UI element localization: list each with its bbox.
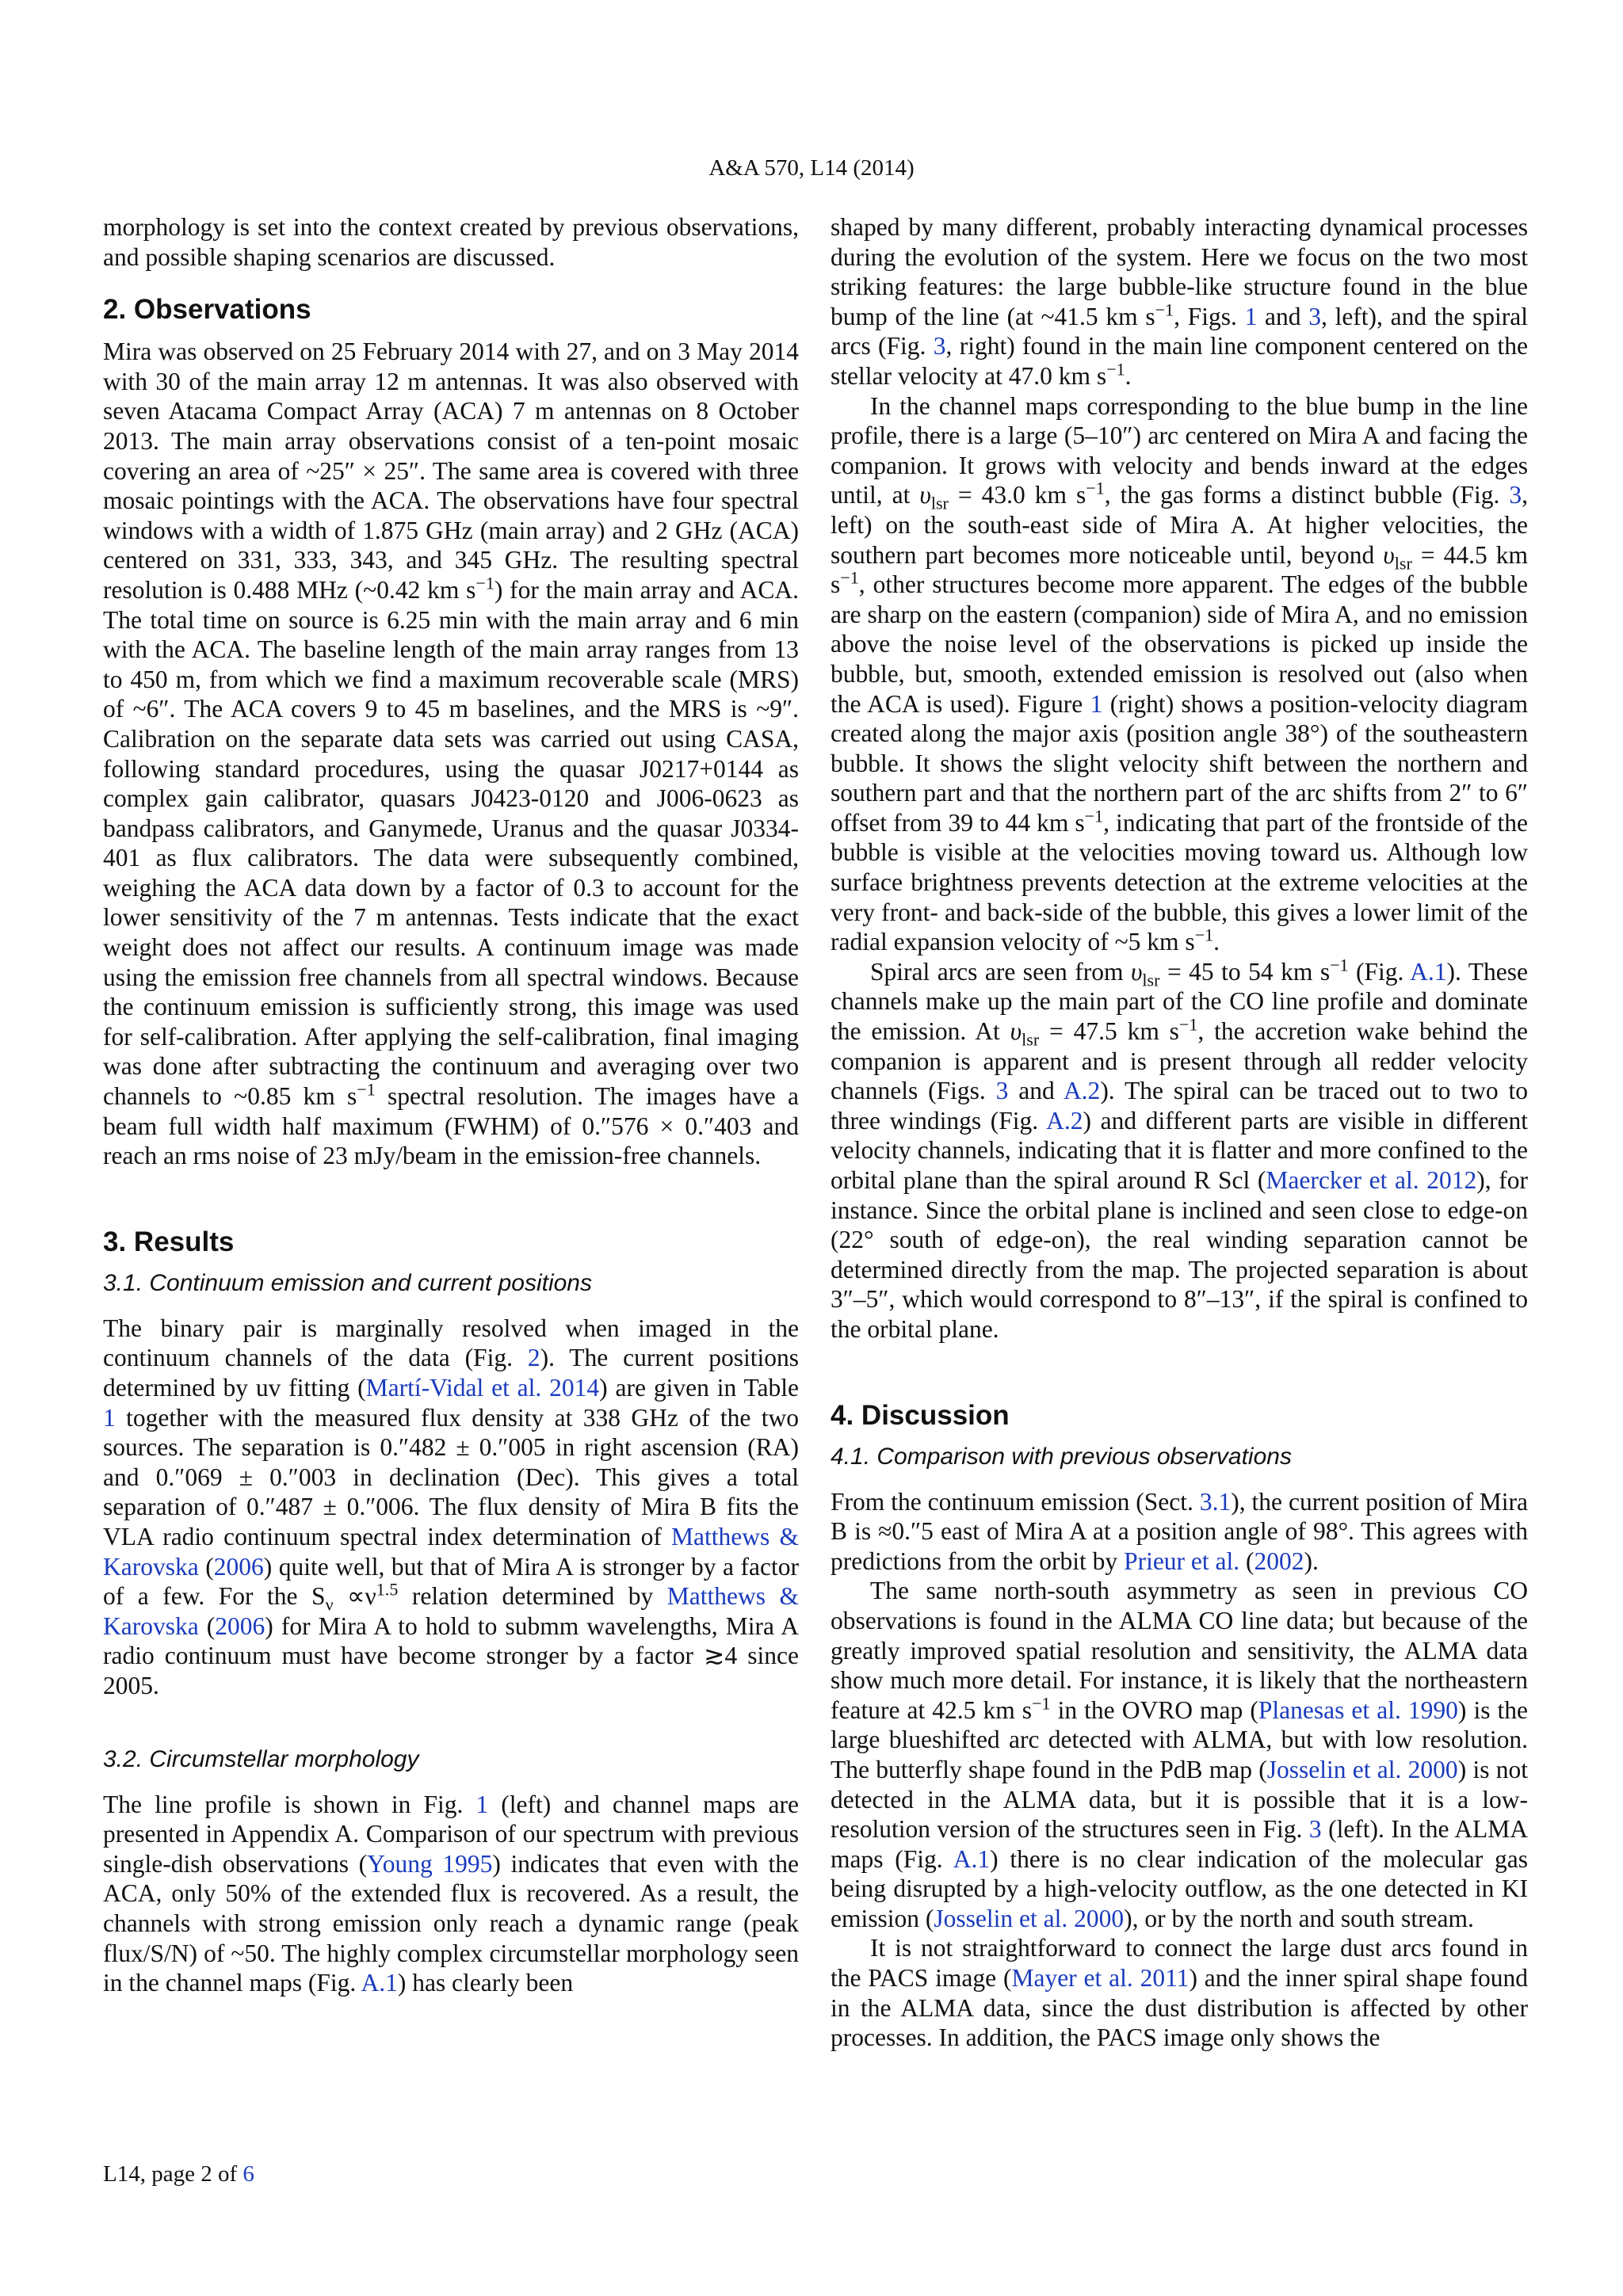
intro-tail-paragraph: morphology is set into the context created by previous observations, and possible shaping scenarios are discussed. xyxy=(103,213,799,271)
running-head: A&A 570, L14 (2014) xyxy=(708,155,915,181)
ref-maercker-link[interactable]: Maercker et al. 2012 xyxy=(1266,1166,1477,1194)
ref-matthews-karovska-year-link-2[interactable]: 2006 xyxy=(215,1611,265,1640)
ref-fig-2-link[interactable]: 2 xyxy=(527,1344,540,1372)
ref-matthews-karovska-year-link[interactable]: 2006 xyxy=(213,1552,264,1581)
subsection-4-1-heading: 4.1. Comparison with previous observations xyxy=(831,1443,1292,1470)
ref-fig-3-link-r4[interactable]: 3 xyxy=(995,1077,1009,1105)
section-4-heading: 4. Discussion xyxy=(831,1399,1010,1431)
observations-paragraph: Mira was observed on 25 February 2014 with 27, and on 3 May 2014 with 30 of the main array 12 m antennas. It was also observed with seven Atacama Compact Array (ACA) 7 m antennas on 8 October 2013. The main array observations consist of a ten-point mosaic covering an area of ~25″ × 25″. The same area is covered with three mosaic pointings with the ACA. The observations have four spectral windows with a width of 1.875 GHz (main array) and 2 GHz (ACA) centered on 331, 333, 343, and 345 GHz. The resulting spectral resolution is 0.488 MHz (~0.42 km $s^{-1}$) for the main array and ACA. The total time on source is 6.25 min with the main array and 6 min with the ACA. The baseline length of the main array ranges from 13 to 450 m, from which we find a maximum recoverable scale (MRS) of ~6″. The ACA covers 9 to 45 m baselines, and the MRS is ~9″. Calibration on the separate data sets was carried out using CASA, following standard procedures, using the quasar J0217+0144 as complex gain calibrator, quasars J0423-0120 and J006-0623 as bandpass calibrators, and Ganymede, Uranus and the quasar J0334-401 as flux calibrators. The data were subsequently combined, weighing the ACA data down by a factor of 0.3 to account for the lower sensitivity of the 7 m antennas. Tests indicate that the exact weight does not affect our results. A continuum image was made using the emission free channels from all spectral windows. Because the continuum emission is sufficiently strong, this image was used for self-calibration. After applying the self-calibration, final imaging was done after subtracting the continuum and averaging over two channels to ~0.85 km $s^{-1}$ spectral resolution. The images have a beam full width half maximum (FWHM) of 0.″576 × 0.″403 and reach an rms noise of 23 mJy/beam in the emission-free channels. xyxy=(103,338,799,1170)
ref-josselin-link-2[interactable]: Josselin et al. 2000 xyxy=(934,1904,1125,1932)
ref-mayer-link[interactable]: Mayer et al. 2011 xyxy=(1011,1964,1190,1993)
ref-fig-1-link-r[interactable]: 1 xyxy=(1244,302,1258,330)
ref-josselin-link[interactable]: Josselin et al. 2000 xyxy=(1266,1755,1458,1783)
ref-figure-1-link[interactable]: 1 xyxy=(1090,689,1103,718)
ref-prieur-link[interactable]: Prieur et al. xyxy=(1124,1547,1240,1575)
comparison-paragraph: From the continuum emission (Sect. 3.1), the current position of Mira B is ≈0.″5 east of Mira A at a position angle of 98°. This agrees with predictions from the orbit by Prieur et al. (2002). xyxy=(831,1487,1528,1575)
page-footer: L14, page 2 of 6 xyxy=(103,2161,254,2187)
ref-fig-3-link-r[interactable]: 3 xyxy=(1308,302,1321,330)
ref-marti-vidal-link[interactable]: Martí-Vidal et al. 2014 xyxy=(365,1374,600,1402)
ref-fig-1-link[interactable]: 1 xyxy=(475,1790,489,1818)
bubble-paragraph: In the channel maps corresponding to the blue bump in the line profile, there is a large (5–10″) arc centered on Mira A and facing the companion. It grows with velocity and bends inward at the edges until, at $\upsilon_{lsr} = 43.0$ km $s^{-1}$, the gas forms a distinct bubble (Fig. 3, left) on the south-east side of Mira A. At higher velocities, the southern part becomes more noticeable until, beyond $\upsilon_{lsr} = 44.5$ km $s^{-1}$, other structures become more apparent. The edges of the bubble are sharp on the eastern (companion) side of Mira A, and no emission above the noise level of the observations is picked up inside the bubble, but, smooth, extended emission is resolved out (also when the ACA is used). Figure 1 (right) shows a position-velocity diagram created along the major axis (position angle 38°) of the southeastern bubble. It shows the slight velocity shift between the northern and southern part and that the northern part of the arc shifts from 2″ to 6″ offset from 39 to 44 km $s^{-1}$, indicating that part of the frontside of the bubble is visible at the velocities moving toward us. Although low surface brightness prevents detection at the extreme velocities at the very front- and back-side of the bubble, this gives a lower limit of the radial expansion velocity of ~5 km $s^{-1}$. xyxy=(831,391,1528,956)
spiral-paragraph: Spiral arcs are seen from $\upsilon_{lsr} = 45$ to 54 km $s^{-1}$ (Fig. A.1). These channels make up the main part of the CO line profile and dominate the emission. At $\upsilon_{lsr} = 47.5$ km $s^{-1}$, the accretion wake behind the companion is apparent and is present through all redder velocity channels (Figs. 3 and A.2). The spiral can be traced out to two to three windings (Fig. A.2) and different parts are visible in different velocity channels, indicating that it is flatter and more confined to the orbital plane than the spiral around R Scl (Maercker et al. 2012), for instance. Since the orbital plane is inclined and seen close to edge-on (22° south of edge-on), the real winding separation cannot be determined directly from the map. The projected separation is about 3″–5″, which would correspond to 8″–13″, if the spiral is confined to the orbital plane. xyxy=(831,955,1529,1343)
subsection-3-2-heading: 3.2. Circumstellar morphology xyxy=(103,1745,419,1772)
section-2-heading: 2. Observations xyxy=(103,294,311,326)
dust-arcs-paragraph: It is not straightforward to connect the large dust arcs found in the PACS image (Mayer et al. 2011) and the inner spiral shape found in the ALMA data, since the dust distribution is affected by other processes. In addition, the PACS image only shows the xyxy=(831,1934,1529,2052)
subsection-3-1-heading: 3.1. Continuum emission and current positions xyxy=(103,1269,592,1296)
total-pages-link[interactable]: 6 xyxy=(242,2161,254,2187)
ref-table-1-link[interactable]: 1 xyxy=(103,1403,116,1432)
asymmetry-paragraph: The same north-south asymmetry as seen in previous CO observations is found in the ALMA CO line data; but because of the greatly improved spatial resolution and sensitivity, the ALMA data show much more detail. For instance, it is likely that the northeastern feature at 42.5 km $s^{-1}$ in the OVRO map (Planesas et al. 1990) is the large blueshifted arc detected with ALMA, but with low resolution. The butterfly shape found in the PdB map (Josselin et al. 2000) is not detected in the ALMA data, but it is possible that it is a low-resolution version of the structures seen in Fig. 3 (left). In the ALMA maps (Fig. A.1) there is no clear indication of the molecular gas being disrupted by a high-velocity outflow, as the one detected in KI emission (Josselin et al. 2000), or by the north and south stream. xyxy=(831,1577,1529,1932)
continuum-paragraph: The binary pair is marginally resolved when imaged in the continuum channels of the data (Fig. 2). The current positions determined by uv fitting (Martí-Vidal et al. 2014) are given in Table 1 together with the measured flux density at 338 GHz of the two sources. The separation is 0.″482 ± 0.″005 in right ascension (RA) and 0.″069 ± 0.″003 in declination (Dec). This gives a total separation of 0.″487 ± 0.″006. The flux density of Mira B fits the VLA radio continuum spectral index determination of Matthews & Karovska (2006) quite well, but that of Mira A is stronger by a factor of a few. For the $S_\nu \propto\nu^{1.5}$ relation determined by Matthews & Karovska (2006) for Mira A to hold to submm wavelengths, Mira A radio continuum must have become stronger by a factor ≳4 since 2005. xyxy=(103,1314,800,1699)
ref-fig-a1-link-r2[interactable]: A.1 xyxy=(953,1844,991,1873)
bubble-intro-paragraph: shaped by many different, probably interacting dynamical processes during the evolution of the system. Here we focus on the two most striking features: the large bubble-like structure found in the blue bump of the line (at ~41.5 km $s^{-1}$, Figs. 1 and 3, left), and the spiral arcs (Fig. 3, right) found in the main line component centered on the stellar velocity at 47.0 km $s^{-1}$. xyxy=(831,213,1529,390)
right-column xyxy=(831,212,1528,2053)
ref-sect-3-1-link[interactable]: 3.1 xyxy=(1199,1487,1232,1516)
morphology-paragraph: The line profile is shown in Fig. 1 (left) and channel maps are presented in Appendix A. Comparison of our spectrum with previous single-dish observations (Young 1995) indicates that even with the ACA, only 50% of the extended flux is recovered. As a result, the channels with strong emission only reach a dynamic range (peak flux/S/N) of ~50. The highly complex circumstellar morphology seen in the channel maps (Fig. A.1) has clearly been xyxy=(103,1790,799,1997)
ref-fig-a1-link[interactable]: A.1 xyxy=(361,1969,398,1997)
section-3-heading: 3. Results xyxy=(103,1226,235,1257)
ref-planesas-link[interactable]: Planesas et al. 1990 xyxy=(1258,1695,1458,1724)
ref-young-link[interactable]: Young 1995 xyxy=(367,1849,493,1878)
ref-matthews-karovska-link-2[interactable]: Matthews & Karovska xyxy=(103,1582,800,1640)
left-column xyxy=(103,212,799,1998)
ref-fig-3-link-r3[interactable]: 3 xyxy=(1509,481,1522,509)
ref-fig-a2-link[interactable]: A.2 xyxy=(1063,1077,1101,1105)
ref-matthews-karovska-link[interactable]: Matthews & Karovska xyxy=(103,1522,799,1581)
ref-fig-3-link-r2[interactable]: 3 xyxy=(933,332,946,360)
ref-fig-3-link-r5[interactable]: 3 xyxy=(1308,1815,1322,1844)
ref-fig-a1-link-r[interactable]: A.1 xyxy=(1410,957,1447,986)
ref-fig-a2-link-2[interactable]: A.2 xyxy=(1046,1106,1083,1135)
ref-prieur-year-link[interactable]: 2002 xyxy=(1254,1547,1304,1575)
